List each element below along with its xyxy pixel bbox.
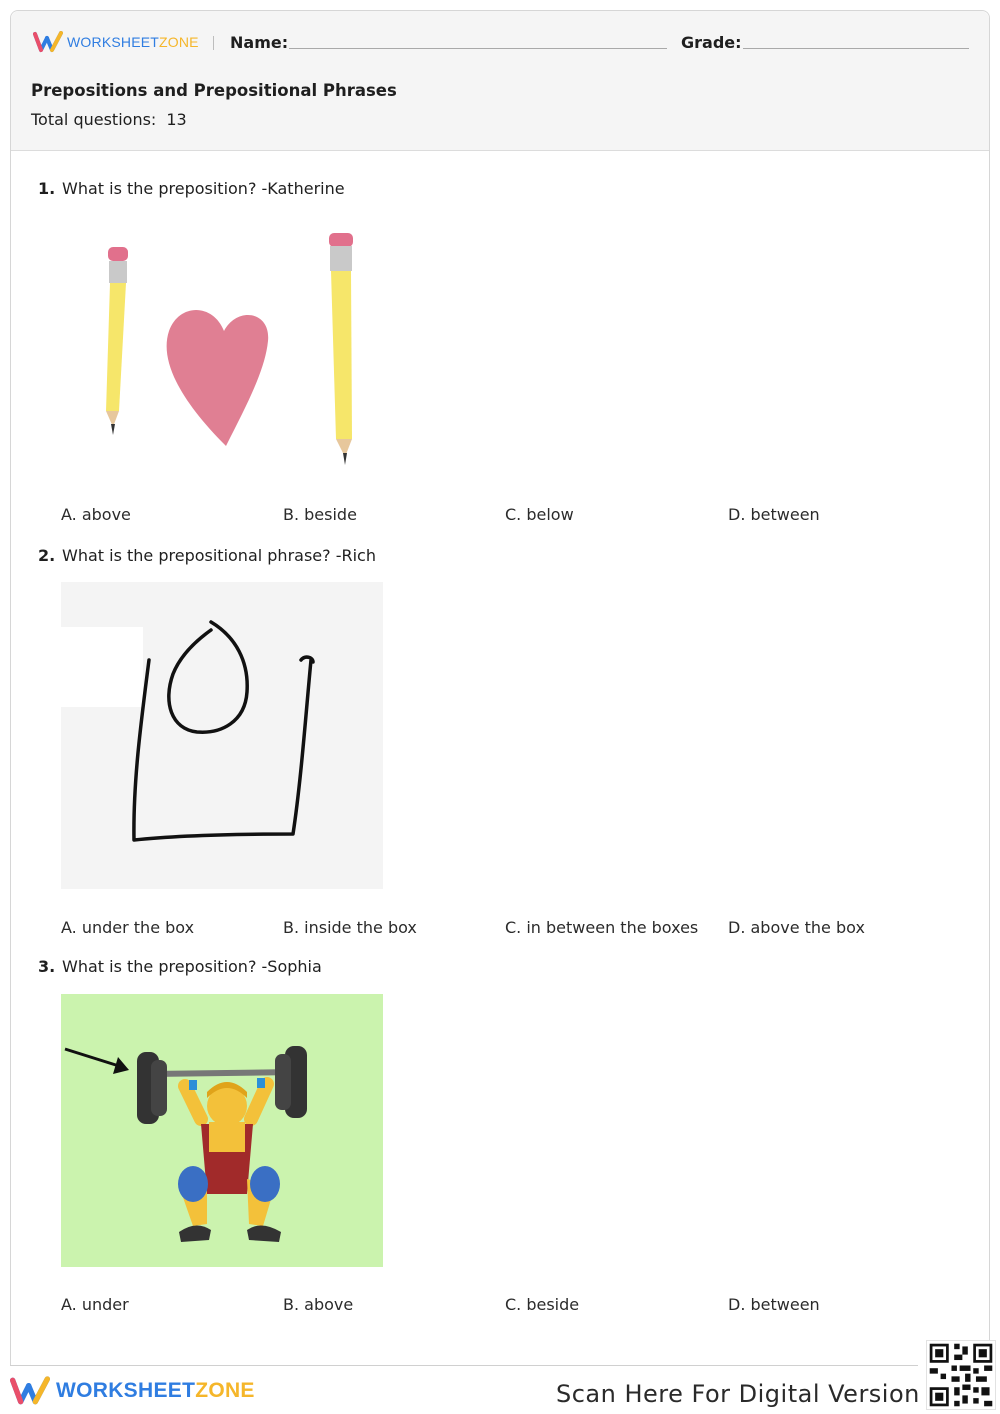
option-c[interactable]: C. in between the boxes — [505, 918, 699, 937]
brand-zone: ZONE — [159, 34, 199, 50]
total-questions-value: 13 — [166, 110, 187, 129]
brand-worksheet: WORKSHEET — [56, 1379, 196, 1402]
w-logo-icon — [33, 31, 63, 53]
worksheet-header — [11, 11, 989, 151]
footer-divider — [10, 1365, 918, 1366]
grade-field[interactable] — [743, 48, 969, 49]
question-number: 1. — [38, 179, 56, 198]
question-number: 3. — [38, 957, 56, 976]
option-b[interactable]: B. above — [283, 1295, 354, 1314]
question-text: What is the preposition? -Sophia — [62, 957, 322, 976]
weightlifter-image — [61, 994, 383, 1267]
scan-text: Scan Here For Digital Version — [556, 1380, 920, 1408]
heart-icon — [167, 310, 269, 446]
option-a[interactable]: A. above — [61, 505, 131, 524]
option-c[interactable]: C. below — [505, 505, 574, 524]
option-a[interactable]: A. under — [61, 1295, 129, 1314]
total-questions-label: Total questions: — [31, 110, 157, 129]
pencil-right-icon — [329, 233, 353, 465]
heart-between-pencils-image — [61, 231, 381, 481]
worksheet-title: Prepositions and Prepositional Phrases — [31, 81, 397, 100]
option-b[interactable]: B. beside — [283, 505, 357, 524]
footer-logo[interactable] — [10, 1376, 255, 1406]
worksheetzone-logo[interactable] — [33, 31, 199, 53]
name-label: Name: — [230, 33, 289, 52]
option-d[interactable]: D. between — [728, 505, 820, 524]
option-d[interactable]: D. above the box — [728, 918, 865, 937]
worksheet-page — [10, 10, 990, 1366]
total-questions — [31, 110, 187, 129]
circle-in-box-image — [61, 582, 383, 889]
pencil-left-icon — [106, 247, 128, 435]
option-c[interactable]: C. beside — [505, 1295, 580, 1314]
option-d[interactable]: D. between — [728, 1295, 820, 1314]
question-text: What is the prepositional phrase? -Rich — [62, 546, 376, 565]
name-field[interactable] — [289, 48, 667, 49]
brand-worksheet: WORKSHEET — [67, 34, 160, 50]
header-separator — [213, 36, 214, 50]
qr-code-icon[interactable] — [926, 1340, 996, 1410]
w-logo-icon — [10, 1376, 50, 1406]
brand-zone: ZONE — [195, 1379, 255, 1402]
question-number: 2. — [38, 546, 56, 565]
option-b[interactable]: B. inside the box — [283, 918, 417, 937]
option-a[interactable]: A. under the box — [61, 918, 195, 937]
grade-label: Grade: — [681, 33, 742, 52]
question-text: What is the preposition? -Katherine — [62, 179, 345, 198]
